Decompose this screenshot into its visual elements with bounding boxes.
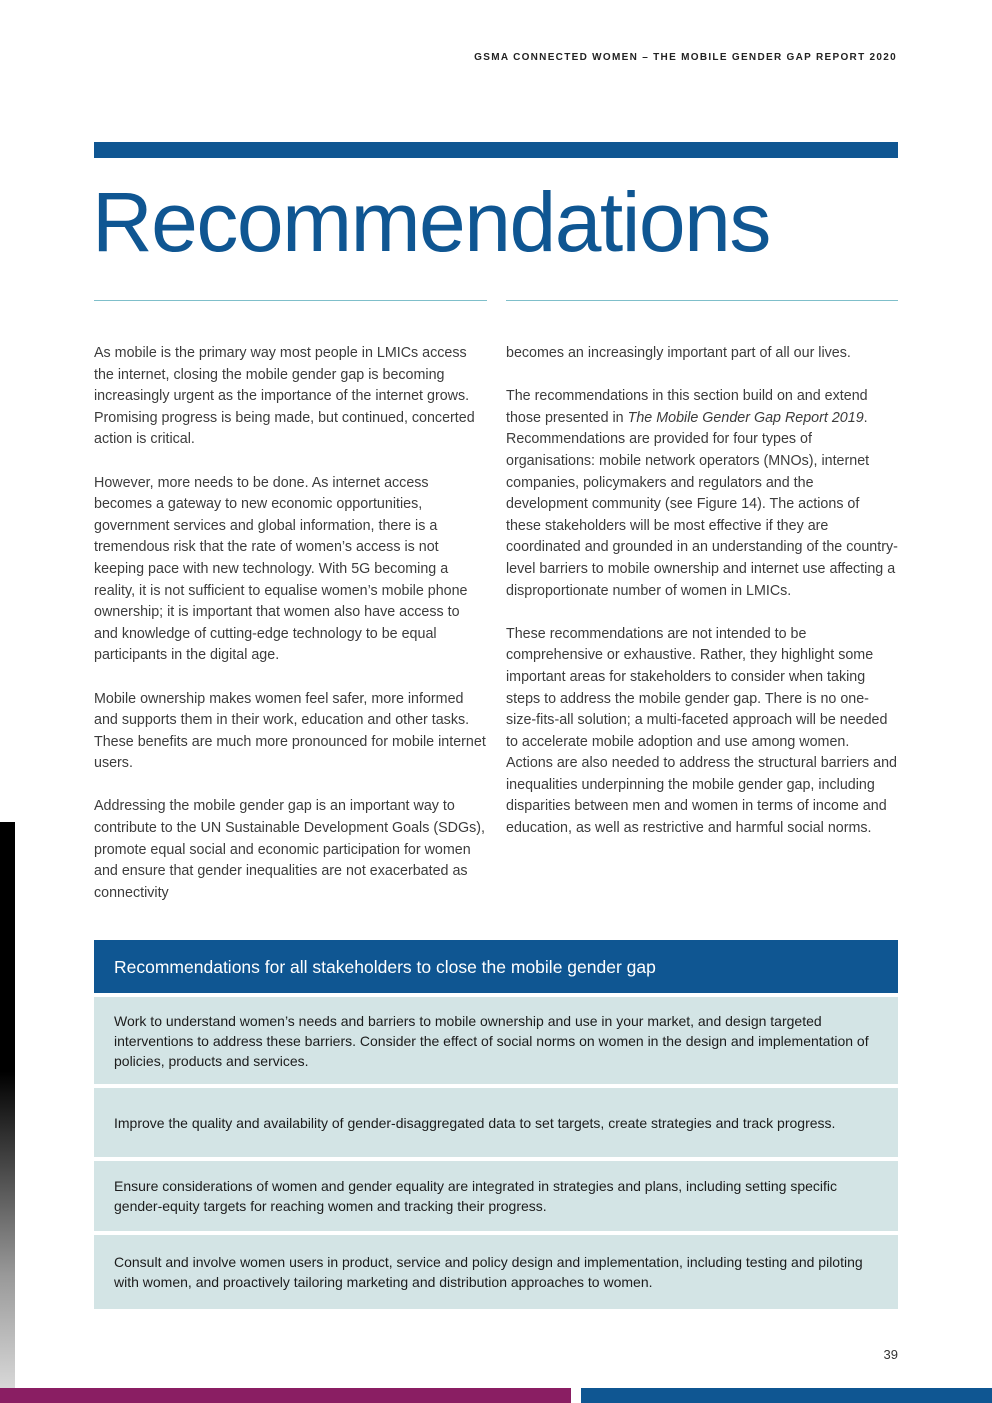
body-paragraph: However, more needs to be done. As internet access becomes a gateway to new economic opportunities, government services and global information, there is a tremendous risk that the rate of women’s access is not keeping pace with new technology. With 5G becoming a reality, it is not sufficient to equalise women’s mobile phone ownership; it is important that women also have access to and knowledge of cutting-edge technology to be equal participants in the digital age. <box>94 474 468 664</box>
right-column-divider <box>506 300 898 301</box>
left-column <box>94 343 486 926</box>
side-gradient-bar <box>0 822 15 1389</box>
body-paragraph: Mobile ownership makes women feel safer, more informed and supports them in their work, education and other tasks. These benefits are much more pronounced for mobile internet users. <box>94 690 486 772</box>
recommendation-item <box>94 997 898 1084</box>
recommendation-item <box>94 1235 898 1309</box>
recommendation-text: Improve the quality and availability of gender-disaggregated data to set targets, create strategies and track progress. <box>114 1114 836 1131</box>
body-paragraph <box>506 386 898 602</box>
report-citation: The Mobile Gender Gap Report 2019 <box>627 409 864 426</box>
left-column-divider <box>94 300 487 301</box>
recommendation-text: Ensure considerations of women and gender equality are integrated in strategies and plans, including setting specific gender-equity targets for reaching women and tracking their progress. <box>114 1178 837 1214</box>
recommendation-text: Consult and involve women users in product, service and policy design and implementation, including testing and piloting with women, and proactively tailoring marketing and distribution approaches to women. <box>114 1254 863 1290</box>
body-paragraph-continuation: becomes an increasingly important part of all our lives. <box>506 345 851 361</box>
recommendations-box <box>94 940 898 1309</box>
footer-bar-blue <box>581 1388 992 1403</box>
para-text: The recommendations in this section build on and extend those presented in <box>506 388 868 426</box>
recommendation-text: Work to understand women’s needs and barriers to mobile ownership and use in your market, and design targeted interventions to address these barriers. Consider the effect of social norms on women in the design and implementation of policies, products and services. <box>114 1012 869 1069</box>
body-paragraph: Addressing the mobile gender gap is an important way to contribute to the UN Sustainable Development Goals (SDGs), promote equal social and economic participation for women and ensure that gender inequalities are not exacerbated as connectivity <box>94 798 485 901</box>
footer-bar-magenta <box>0 1388 571 1403</box>
right-column <box>506 343 898 861</box>
body-paragraph: As mobile is the primary way most people in LMICs access the internet, closing the mobile gender gap is becoming increasingly urgent as the importance of the internet grows. Promising progress is being made, but continued, concerted action is critical. <box>94 345 475 448</box>
page-title: Recommendations <box>92 175 770 269</box>
recommendations-heading: Recommendations for all stakeholders to close the mobile gender gap <box>94 940 898 993</box>
page-number: 39 <box>883 1347 898 1362</box>
para-text: . Recommendations are provided for four types of organisations: mobile network operators (MNOs), internet companies, policymakers and regulators and the development community (see Figure 14). The actions of these stakeholders will be most effective if they are coordinated and grounded in an understanding of the country-level barriers to mobile ownership and internet use affecting a disproportionate number of women in LMICs. <box>506 409 898 599</box>
recommendation-item <box>94 1088 898 1157</box>
body-paragraph: These recommendations are not intended to be comprehensive or exhaustive. Rather, they highlight some important areas for stakeholders to consider when taking steps to address the mobile gender gap. There is no one-size-fits-all solution; a multi-faceted approach will be needed to accelerate mobile adoption and use among women. Actions are also needed to address the structural barriers and inequalities underpinning the mobile gender gap, including disparities between men and women in terms of income and education, as well as restrictive and harmful social norms. <box>506 625 898 837</box>
running-header: GSMA CONNECTED WOMEN – THE MOBILE GENDER GAP REPORT 2020 <box>474 52 897 63</box>
recommendation-item <box>94 1161 898 1231</box>
title-accent-bar <box>94 142 898 158</box>
